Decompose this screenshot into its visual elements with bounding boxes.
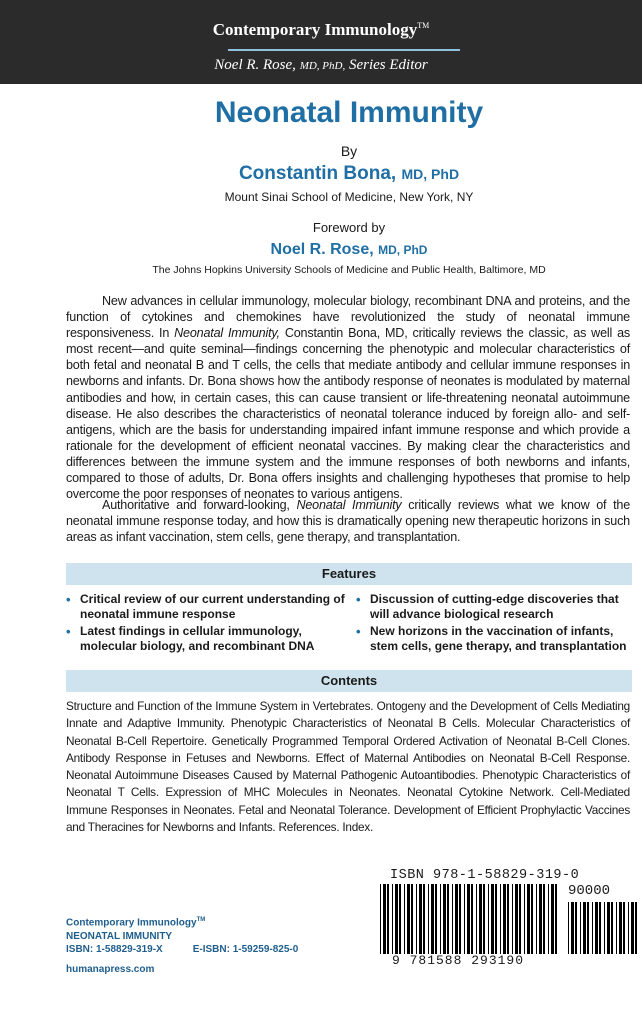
price-code: 90000 — [568, 883, 611, 899]
bullet-icon: • — [66, 592, 71, 607]
barcode-bar — [411, 884, 413, 954]
bullet-icon: • — [356, 592, 361, 607]
barcode-bar — [599, 902, 601, 954]
barcode-bar — [452, 884, 453, 954]
barcode-bar — [527, 884, 530, 954]
foreword-label: Foreword by — [312, 220, 386, 235]
bullet-icon: • — [356, 624, 361, 639]
feature-item: • Latest findings in cellular immunology, molecular biology, and recombinant DNA — [66, 624, 315, 653]
by-label: By — [340, 143, 358, 159]
barcode-bar — [628, 902, 629, 954]
barcode-bar — [483, 884, 485, 954]
contents-heading: Contents — [66, 670, 632, 692]
barcode-bar — [611, 902, 613, 954]
imprint-isbn: ISBN: 1-58829-319-X E-ISBN: 1-59259-825-0 — [66, 944, 299, 956]
barcode-bar — [543, 884, 545, 954]
barcode-bar — [515, 884, 518, 954]
barcode-bar — [587, 902, 589, 954]
barcode-bar — [635, 902, 637, 954]
series-title: Contemporary Immunology™ — [212, 20, 430, 39]
barcode-bar — [604, 902, 605, 954]
barcode-bar — [507, 884, 509, 954]
barcode-bar — [431, 884, 434, 954]
barcode-bar — [467, 884, 470, 954]
publisher-url: humanapress.com — [66, 963, 155, 975]
series-editor: Noel R. Rose, MD, PhD, Series Editor — [214, 57, 428, 73]
features-heading: Features — [66, 563, 632, 585]
feature-item: • Discussion of cutting-edge discoveries that will advance biological research — [356, 592, 619, 621]
trademark-mark: TM — [417, 21, 430, 30]
feature-item: • New horizons in the vaccination of infants, stem cells, gene therapy, and transplantation — [356, 624, 627, 653]
barcode-bar — [428, 884, 429, 954]
barcode-bar — [595, 902, 598, 954]
barcode-bar — [407, 884, 410, 954]
barcode-bar — [500, 884, 501, 954]
foreword-author: Noel R. Rose, MD, PhD — [270, 241, 428, 258]
barcode-bar — [488, 884, 489, 954]
barcode-bar — [619, 902, 622, 954]
barcode-bar — [440, 884, 441, 954]
barcode-bar — [419, 884, 422, 954]
barcode-bar — [551, 884, 554, 954]
barcode-bar — [443, 884, 446, 954]
barcode-bar — [387, 884, 389, 954]
barcode-bar — [471, 884, 473, 954]
barcode-digits: 9 781588 293190 — [392, 953, 525, 968]
barcode-bar — [631, 902, 634, 954]
barcode-bar — [607, 902, 610, 954]
barcode-bar — [395, 884, 398, 954]
barcode-bar — [435, 884, 437, 954]
author-affiliation: Mount Sinai School of Medicine, New York, NY — [224, 190, 474, 204]
barcode-bar — [580, 902, 581, 954]
barcode-bar — [495, 884, 497, 954]
barcode-bar — [575, 902, 577, 954]
barcode-bar — [623, 902, 625, 954]
barcode-bar — [491, 884, 494, 954]
barcode-bar — [583, 902, 586, 954]
series-divider — [228, 49, 460, 51]
bullet-icon: • — [66, 624, 71, 639]
barcode-bar — [399, 884, 401, 954]
barcode-bar — [539, 884, 542, 954]
barcode-bar — [568, 902, 569, 954]
imprint-title: NEONATAL IMMUNITY — [66, 930, 173, 942]
barcode-bar — [459, 884, 461, 954]
barcode-bar — [512, 884, 513, 954]
barcode-bar — [416, 884, 417, 954]
barcode-bar — [555, 884, 557, 954]
barcode-bar — [531, 884, 533, 954]
description-paragraph: New advances in cellular immunology, molecular biology, recombinant DNA and proteins, and the function of cytokines and chemokines have revolutionized the study of neonatal immune responsiveness. In Neonatal Immunity, Constantin Bona, MD, critically reviews the classic, as well as most recent—and quite seminal—findings concerning the phenotypic and molecular characteristics of both fetal and neonatal B and T cells, the cells that mediate antibody and cellular immune responses in newborns and infants. Dr. Bona shows how the antibody response of neonates is modulated by maternal antibodies and how, in certain cases, this can cause transient or life-threatening neonatal autoimmune disease. He also describes the characteristics of neonatal tolerance induced by foreign allo- and self-antigens, which are the basis for understanding impaired infant immune response and which provide a rationale for the development of efficient neonatal vaccines. By making clear the characteristics and differences between the immune system and the immune responses of both newborns and infants, compared to those of adults, Dr. Bona offers insights and challenging hypotheses that promise to help overcome the poor responses of neonates to various antigens. — [66, 294, 630, 502]
imprint-block — [66, 914, 298, 976]
features-list-left — [66, 592, 346, 656]
imprint-series: Contemporary Immunology™ — [66, 917, 206, 929]
barcode-bar — [548, 884, 549, 954]
barcode-bar — [380, 884, 381, 954]
feature-item: • Critical review of our current understanding of neonatal immune response — [66, 592, 345, 621]
contents-text: Structure and Function of the Immune System in Vertebrates. Ontogeny and the Development of Cells Mediating Innate and Adaptive Immunity. Phenotypic Characteristics of Neonatal B Cells. Molecular Characteristics of Neonatal B-Cell Repertoire. Genetically Programmed Temporal Ordered Activation of Neonatal B-Cell Clones. Antibody Response in Fetuses and Newborns. Effect of Maternal Antibodies on Neonatal B-Cell Response. Neonatal Autoimmune Diseases Caused by Maternal Pathogenic Autoantibodies. Phenotypic Characteristics of Neonatal T Cells. Expression of MHC Molecules in Neonates. Neonatal Cytokine Network. Cell-Mediated Immune Responses in Neonates. Fetal and Neonatal Tolerance. Development of Efficient Prophylactic Vaccines and Theracines for Newborns and Infants. References. Index. — [66, 699, 630, 835]
description-paragraph: Authoritative and forward-looking, Neonatal Immunity critically reviews what we know of the neonatal immune response today, and how this is dramatically opening new therapeutic horizons in such areas as infant vaccination, stem cells, gene therapy, and transplantation. — [66, 498, 631, 545]
barcode-bar — [423, 884, 425, 954]
barcode-bar — [616, 902, 617, 954]
barcode-bar — [503, 884, 506, 954]
barcode-bar — [524, 884, 525, 954]
barcode-bar — [479, 884, 482, 954]
barcode-bar — [519, 884, 521, 954]
barcode-bar — [392, 884, 393, 954]
book-title: Neonatal Immunity — [214, 96, 484, 129]
barcode-isbn-label: ISBN 978-1-58829-319-0 — [390, 868, 580, 883]
barcode-bar — [404, 884, 405, 954]
barcode-bar — [592, 902, 593, 954]
barcode-bar — [571, 902, 574, 954]
features-list-right — [356, 592, 632, 656]
foreword-affiliation: The Johns Hopkins University Schools of Medicine and Public Health, Baltimore, MD — [152, 264, 546, 276]
barcode-bar — [464, 884, 465, 954]
barcode-bar — [383, 884, 386, 954]
barcode-bar — [455, 884, 458, 954]
barcode-bar — [476, 884, 477, 954]
author-name: Constantin Bona, MD, PhD — [238, 163, 460, 184]
barcode-bar — [447, 884, 449, 954]
barcode-bar — [536, 884, 537, 954]
